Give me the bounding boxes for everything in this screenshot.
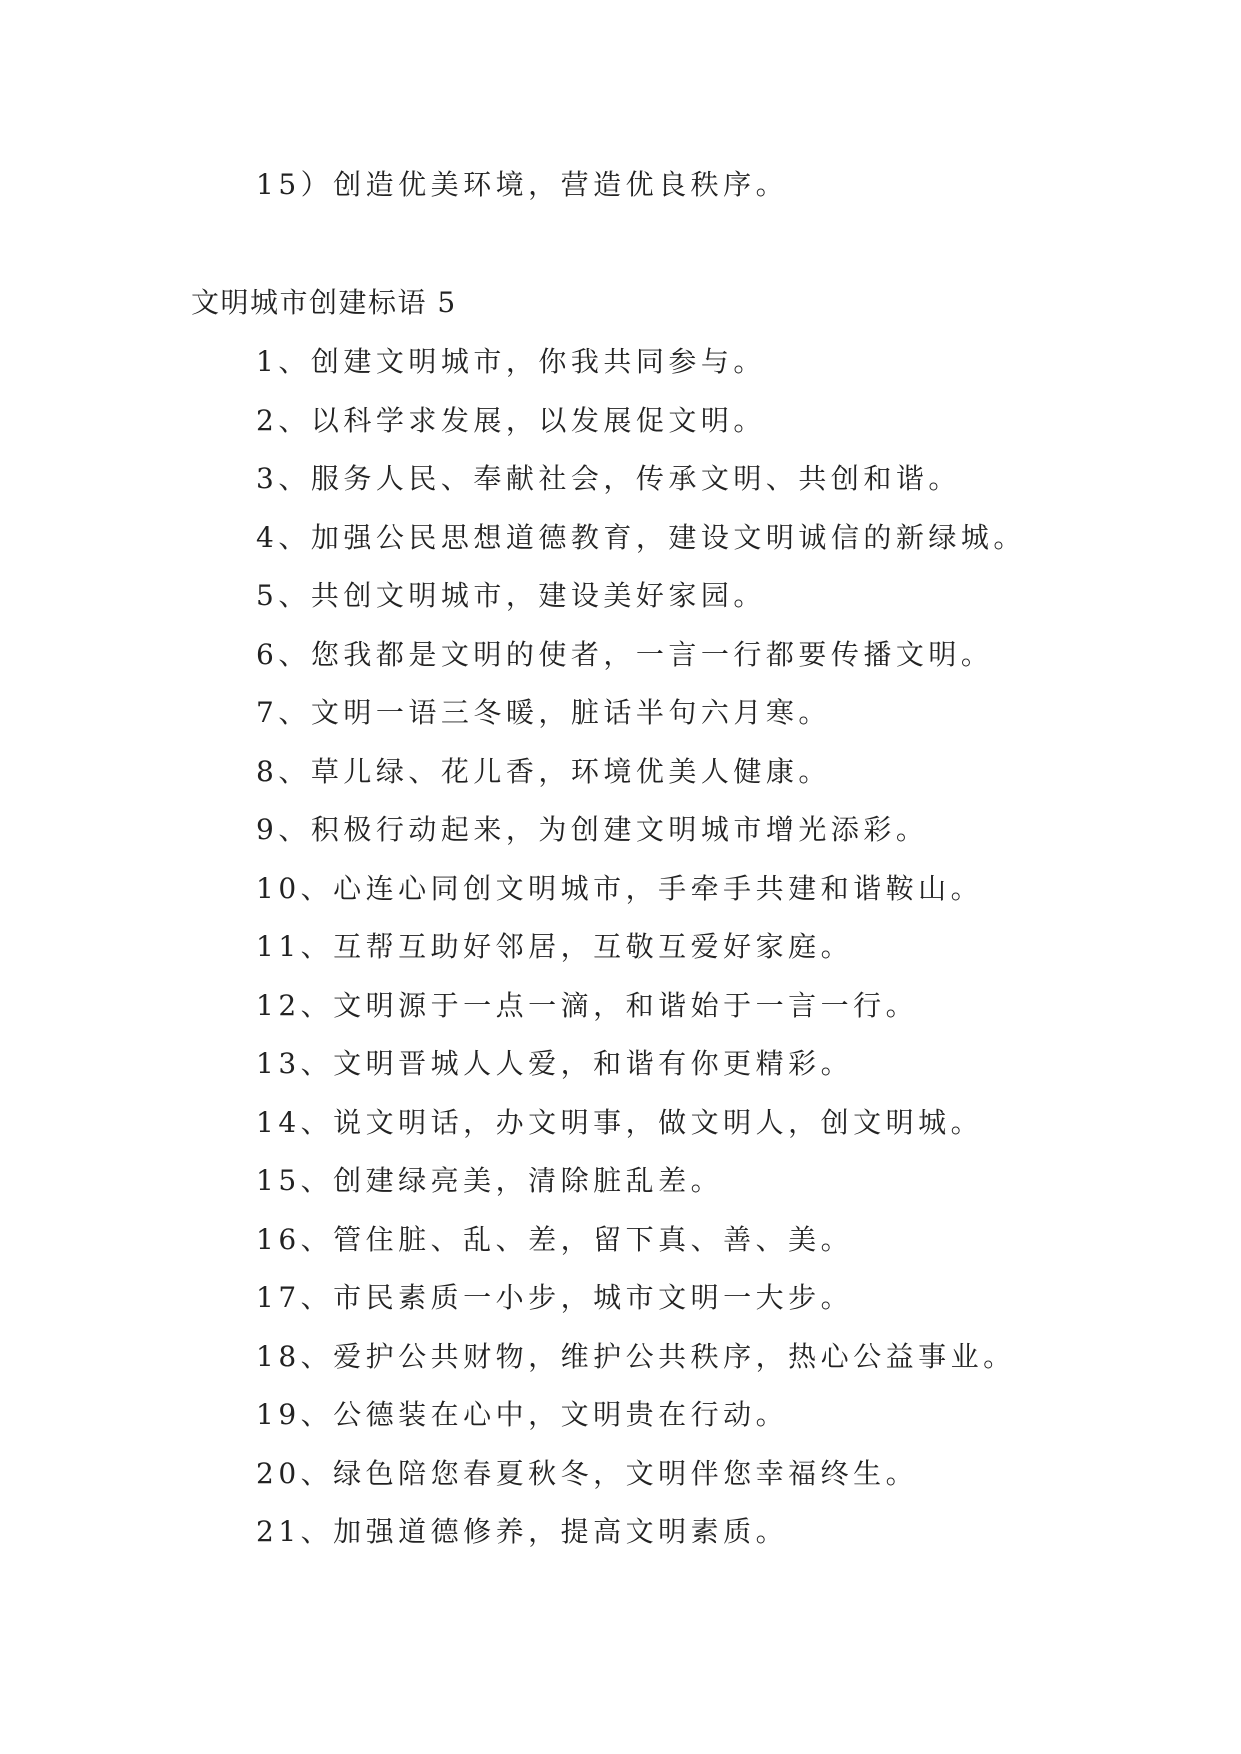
list-item: 18、爱护公共财物，维护公共秩序，热心公益事业。 bbox=[256, 1339, 1016, 1373]
list-item: 21、加强道德修养，提高文明素质。 bbox=[256, 1515, 789, 1548]
list-item: 1、创建文明城市，你我共同参与。 bbox=[256, 345, 766, 378]
list-item: 2、以科学求发展，以发展促文明。 bbox=[256, 403, 766, 437]
list-item: 4、加强公民思想道德教育，建设文明诚信的新绿城。 bbox=[256, 520, 1026, 554]
list-item: 8、草儿绿、花儿香，环境优美人健康。 bbox=[256, 754, 831, 788]
slogan-list bbox=[256, 333, 1216, 1562]
list-item: 12、文明源于一点一滴，和谐始于一言一行。 bbox=[256, 988, 919, 1022]
list-item: 11、互帮互助好邻居，互敬互爱好家庭。 bbox=[256, 930, 854, 963]
intro-line: 15）创造优美环境，营造优良秩序。 bbox=[256, 168, 789, 201]
list-item: 9、积极行动起来，为创建文明城市增光添彩。 bbox=[256, 813, 929, 846]
list-item: 3、服务人民、奉献社会，传承文明、共创和谐。 bbox=[256, 462, 961, 495]
list-item: 17、市民素质一小步，城市文明一大步。 bbox=[256, 1281, 854, 1314]
list-item: 20、绿色陪您春夏秋冬，文明伴您幸福终生。 bbox=[256, 1456, 919, 1490]
list-item: 6、您我都是文明的使者，一言一行都要传播文明。 bbox=[256, 637, 994, 671]
list-item: 15、创建绿亮美，清除脏乱差。 bbox=[256, 1164, 724, 1197]
list-item: 16、管住脏、乱、差，留下真、善、美。 bbox=[256, 1222, 854, 1256]
list-item: 7、文明一语三冬暖，脏话半句六月寒。 bbox=[256, 696, 831, 729]
list-item: 14、说文明话，办文明事，做文明人，创文明城。 bbox=[256, 1105, 984, 1139]
section-heading: 文明城市创建标语 5 bbox=[191, 286, 457, 319]
list-item: 5、共创文明城市，建设美好家园。 bbox=[256, 579, 766, 612]
list-item: 19、公德装在心中，文明贵在行动。 bbox=[256, 1398, 789, 1431]
list-item: 10、心连心同创文明城市，手牵手共建和谐鞍山。 bbox=[256, 871, 984, 905]
list-item: 13、文明晋城人人爱，和谐有你更精彩。 bbox=[256, 1047, 854, 1080]
